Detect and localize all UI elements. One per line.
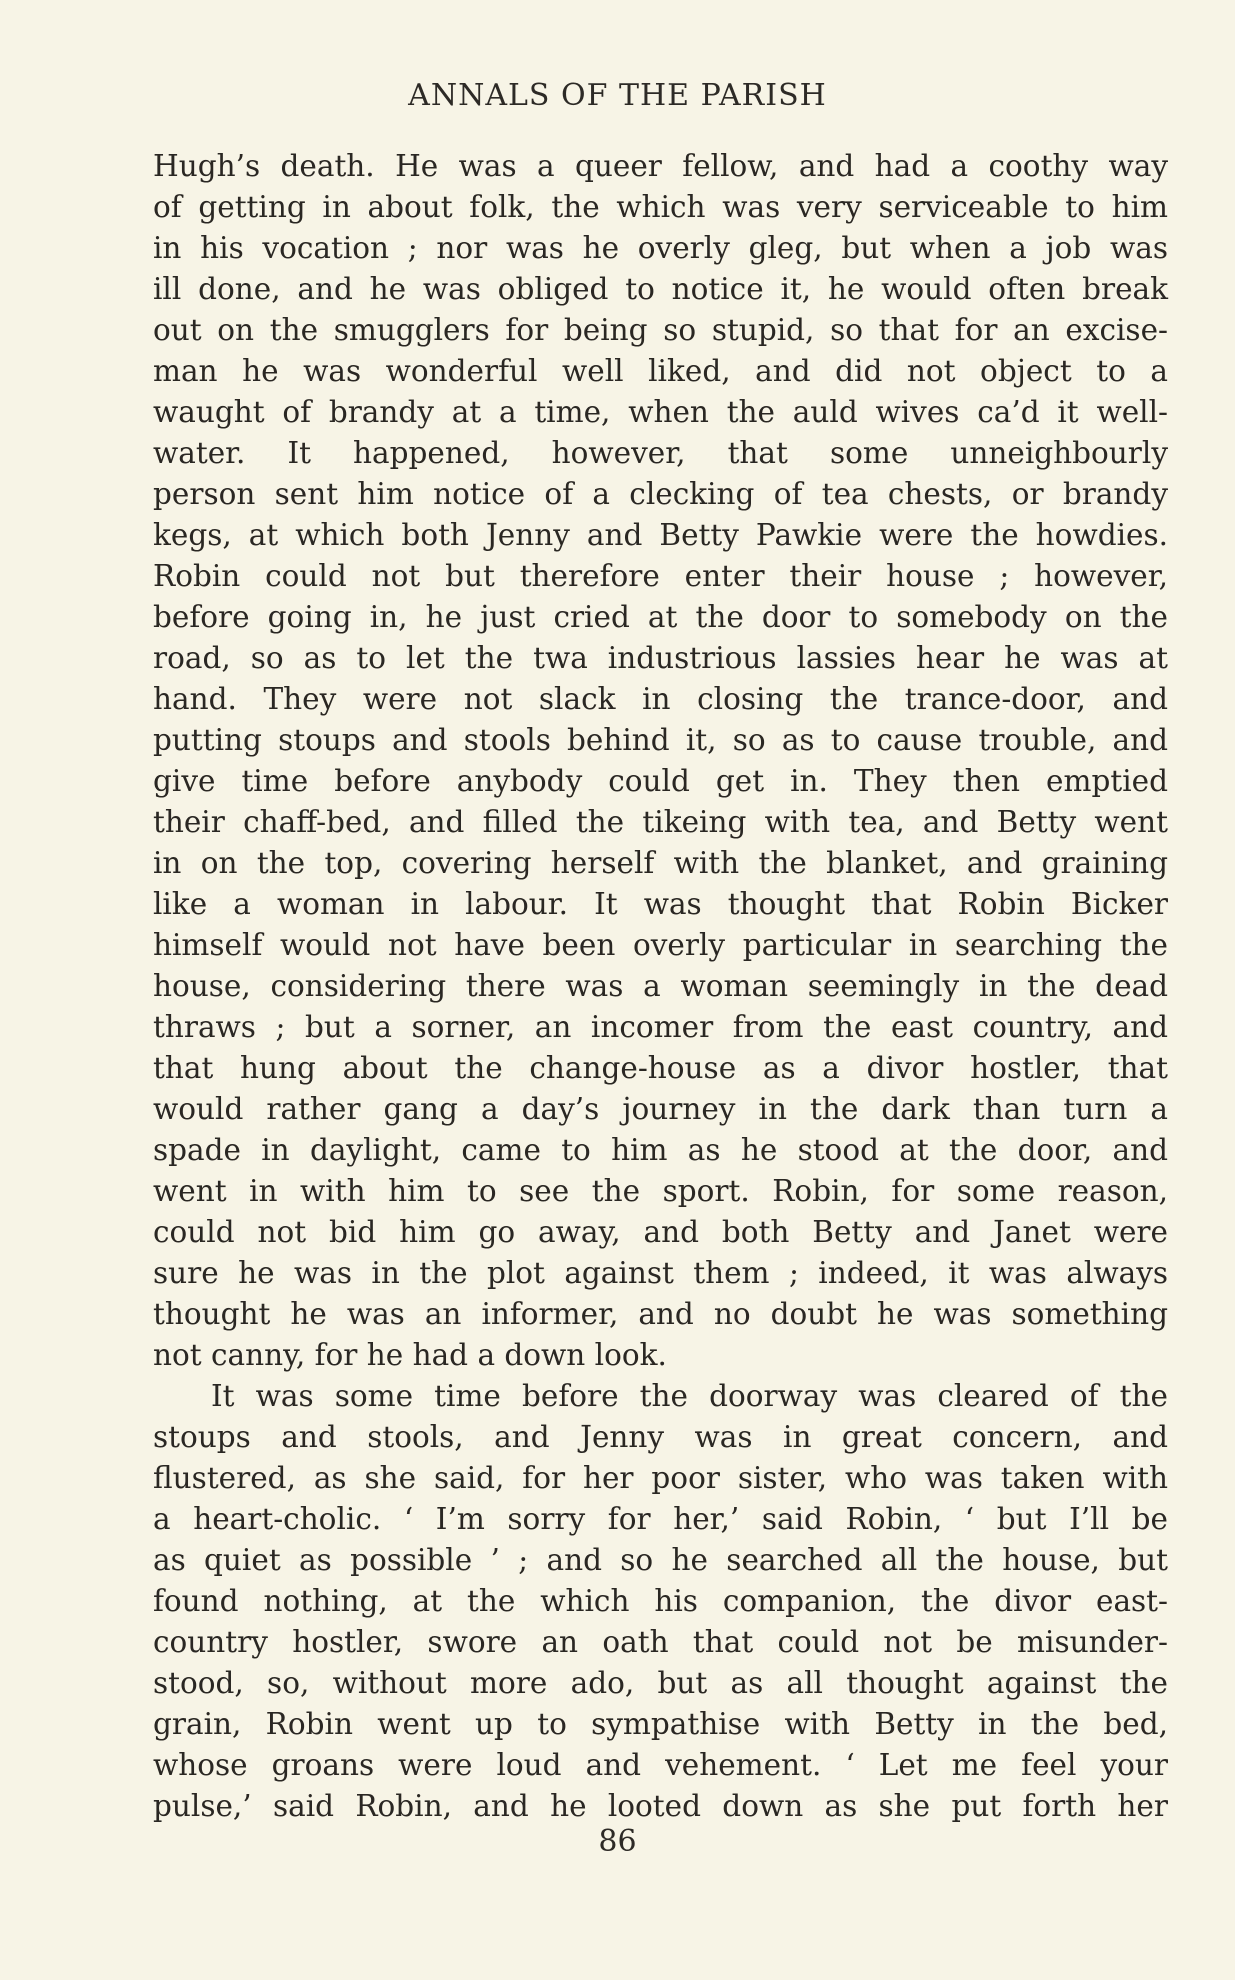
text-line: like a woman in labour. It was thought that Robin Bicker	[153, 887, 1168, 921]
text-line: country hostler, swore an oath that could not be misunder-	[153, 1625, 1168, 1659]
text-line: found nothing, at the which his companion, the divor east-	[153, 1584, 1168, 1618]
text-line: Hugh’s death. He was a queer fellow, and had a coothy way	[153, 149, 1168, 183]
text-line: grain, Robin went up to sympathise with Betty in the bed,	[153, 1707, 1168, 1741]
text-line: in his vocation ; nor was he overly gleg, but when a job was	[153, 231, 1168, 265]
text-line: putting stoups and stools behind it, so as to cause trouble, and	[153, 723, 1168, 757]
text-line: hand. They were not slack in closing the trance-door, and	[153, 682, 1168, 716]
text-line: stood, so, without more ado, but as all thought against the	[153, 1666, 1168, 1700]
text-line: before going in, he just cried at the door to somebody on the	[153, 600, 1168, 634]
text-line: in on the top, covering herself with the blanket, and graining	[153, 846, 1168, 880]
text-line: himself would not have been overly particular in searching the	[153, 928, 1168, 962]
text-line: person sent him notice of a clecking of tea chests, or brandy	[153, 477, 1168, 511]
text-line: man he was wonderful well liked, and did not object to a	[153, 354, 1168, 388]
text-line: not canny, for he had a down look.	[153, 1338, 667, 1372]
text-line: It was some time before the doorway was cleared of the	[211, 1379, 1168, 1413]
text-line: flustered, as she said, for her poor sister, who was taken with	[153, 1461, 1168, 1495]
text-line: waught of brandy at a time, when the auld wives ca’d it well-	[153, 395, 1168, 429]
text-line: out on the smugglers for being so stupid, so that for an excise-	[153, 313, 1168, 347]
page-number: 86	[598, 1824, 637, 1859]
running-head: ANNALS OF THE PARISH	[408, 78, 827, 113]
text-line: house, considering there was a woman seemingly in the dead	[153, 969, 1168, 1003]
text-line: water. It happened, however, that some unneighbourly	[153, 436, 1168, 470]
text-line: their chaff-bed, and filled the tikeing with tea, and Betty went	[153, 805, 1168, 839]
text-line: of getting in about folk, the which was very serviceable to him	[153, 190, 1168, 224]
text-line: ill done, and he was obliged to notice it, he would often break	[153, 272, 1168, 306]
text-line: road, so as to let the twa industrious lassies hear he was at	[153, 641, 1168, 675]
paragraph	[153, 146, 1168, 1376]
text-line: Robin could not but therefore enter their house ; however,	[153, 559, 1168, 593]
paragraphs	[153, 146, 1168, 1827]
text-line: sure he was in the plot against them ; indeed, it was always	[153, 1256, 1168, 1290]
text-line: could not bid him go away, and both Betty and Janet were	[153, 1215, 1168, 1249]
text-line: went in with him to see the sport. Robin, for some reason,	[153, 1174, 1168, 1208]
text-line: thought he was an informer, and no doubt he was something	[153, 1297, 1168, 1331]
body-text	[153, 146, 1168, 1827]
text-line: pulse,’ said Robin, and he looted down as she put forth her	[153, 1789, 1168, 1823]
text-line: give time before anybody could get in. They then emptied	[153, 764, 1168, 798]
text-line: whose groans were loud and vehement. ‘ Let me feel your	[153, 1748, 1168, 1782]
paragraph	[153, 1376, 1168, 1827]
text-line: stoups and stools, and Jenny was in great concern, and	[153, 1420, 1168, 1454]
text-line: kegs, at which both Jenny and Betty Pawkie were the howdies.	[153, 518, 1168, 552]
text-line: thraws ; but a sorner, an incomer from the east country, and	[153, 1010, 1168, 1044]
text-line: a heart-cholic. ‘ I’m sorry for her,’ said Robin, ‘ but I’ll be	[153, 1502, 1168, 1536]
text-line: that hung about the change-house as a divor hostler, that	[153, 1051, 1168, 1085]
text-line: would rather gang a day’s journey in the dark than turn a	[153, 1092, 1168, 1126]
text-line: spade in daylight, came to him as he stood at the door, and	[153, 1133, 1168, 1167]
text-line: as quiet as possible ’ ; and so he searched all the house, but	[153, 1543, 1168, 1577]
